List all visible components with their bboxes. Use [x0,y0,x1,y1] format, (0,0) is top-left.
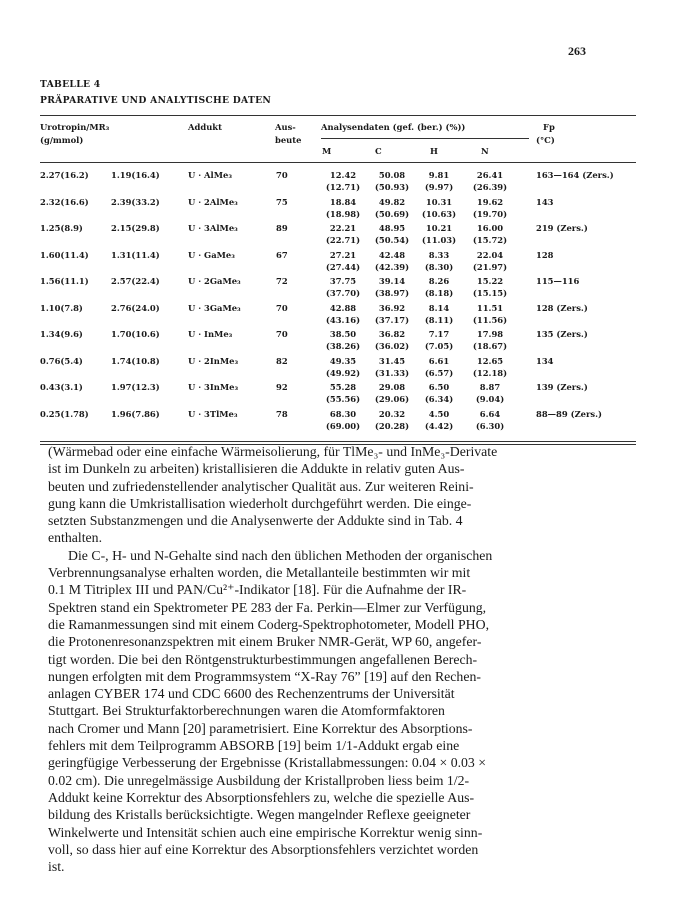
table-title: PRÄPARATIVE UND ANALYTISCHE DATEN [40,95,272,106]
body-line: setzten Substanzmengen und die Analysenwerte der Addukte sind in Tab. 4 [48,513,463,529]
cell-yield: 72 [276,276,288,286]
cell-m: 22.21 [329,223,357,233]
body-line: 0.1 M Titriplex III und PAN/Cu²⁺-Indikator [18]. Für die Aufnahme der IR- [48,582,467,598]
cell-h-calc: (6.57) [424,367,454,378]
cell-c-calc: (50.54) [374,235,410,245]
cell-m: 27.21 [329,249,357,260]
cell-h-calc: (8.30) [424,261,454,272]
cell-c-calc: (42.39) [374,261,410,272]
cell-n-calc: (11.56) [472,314,508,325]
body-text [48,443,604,875]
cell-urotropin: 0.76(5.4) [40,355,83,366]
cell-n: 26.41 [476,170,504,180]
cell-m: 38.50 [329,329,357,339]
cell-n: 12.65 [476,355,504,366]
cell-yield: 67 [276,249,288,260]
cell-n-calc: (26.39) [472,182,508,192]
cell-h: 9.81 [428,170,450,180]
cell-fp: 134 [536,355,554,366]
cell-adduct: U · 3AlMe₃ [188,223,238,233]
cell-urotropin: 1.25(8.9) [40,223,83,233]
cell-c: 50.08 [378,170,406,180]
table-bottom-rule [40,441,636,442]
cell-mr3: 1.97(12.3) [111,382,160,392]
cell-c: 31.45 [378,355,406,366]
cell-n: 16.00 [476,223,504,233]
body-line: Stuttgart. Bei Strukturfaktorberechnungen waren die Atomformfaktoren [48,703,445,719]
cell-h: 10.21 [425,223,453,233]
cell-c-calc: (38.97) [374,288,410,298]
cell-m-calc: (49.92) [325,367,361,378]
cell-m-calc: (38.26) [325,341,361,351]
cell-c-calc: (31.33) [374,367,410,378]
cell-h-calc: (6.34) [424,394,454,404]
cell-adduct: U · 2InMe₃ [188,355,239,366]
body-line: geringfügige Verbesserung der Ergebnisse (Kristallabmessungen: 0.04 × 0.03 × [48,755,487,771]
cell-urotropin: 2.32(16.6) [40,196,89,207]
cell-m-calc: (12.71) [325,182,361,192]
cell-yield: 92 [276,382,288,392]
cell-yield: 78 [276,408,288,419]
body-line: Winkelwerte und Intensität schien auch eine empirische Korrektur wenig sinn- [48,824,483,840]
cell-yield: 70 [276,170,288,180]
header-bottom-rule [40,162,636,163]
cell-urotropin: 1.56(11.1) [40,276,89,286]
cell-adduct: U · InMe₃ [188,329,233,339]
header-fp-unit: (°C) [536,135,555,145]
cell-n: 19.62 [476,196,504,207]
cell-c-calc: (36.02) [374,341,410,351]
cell-mr3: 1.31(11.4) [111,249,160,260]
cell-h-calc: (4.42) [424,420,454,431]
cell-n-calc: (6.30) [475,420,505,431]
cell-n-calc: (15.15) [472,288,508,298]
cell-h: 10.31 [425,196,453,207]
header-yield: Aus- [275,122,296,132]
cell-c: 48.95 [378,223,406,233]
cell-n: 22.04 [476,249,504,260]
header-c: C [375,146,382,156]
header-urotropin: Urotropin/MR₃ [40,122,110,132]
body-line: anlagen CYBER 174 und CDC 6600 des Rechenzentrums der Universität [48,686,455,702]
body-line: gung kann die Umkristallisation wiederholt durchgeführt werden. Die einge- [48,495,472,511]
cell-adduct: U · GaMe₃ [188,249,235,260]
header-fp: Fp [543,122,555,132]
cell-n: 8.87 [479,382,501,392]
cell-urotropin: 0.25(1.78) [40,408,89,419]
cell-c: 29.08 [378,382,406,392]
body-line: ist. [48,859,65,875]
cell-m: 12.42 [329,170,357,180]
cell-yield: 70 [276,329,288,339]
cell-m-calc: (55.56) [325,394,361,404]
cell-m: 18.84 [329,196,357,207]
cell-mr3: 2.39(33.2) [111,196,160,207]
cell-yield: 89 [276,223,288,233]
cell-mr3: 2.76(24.0) [111,302,160,313]
cell-n: 6.64 [479,408,501,419]
body-line: tigt worden. Die bei den Röntgenstrukturbestimmungen angefallenen Berech- [48,651,478,667]
cell-c-calc: (20.28) [374,420,410,431]
cell-adduct: U · AlMe₃ [188,170,232,180]
body-line: Die C-, H- und N-Gehalte sind nach den üblichen Methoden der organischen [68,547,493,563]
cell-m-calc: (18.98) [325,208,361,219]
header-urotropin-unit: (g/mmol) [40,135,84,145]
body-line: fehlers mit dem Teilprogramm ABSORB [19] beim 1/1-Addukt ergab eine [48,738,460,754]
cell-adduct: U · 2AlMe₃ [188,196,238,207]
table-caption [40,79,271,111]
cell-c-calc: (50.69) [374,208,410,219]
body-line: Addukt keine Korrektur des Absorptionsfehlers zu, welche die spezielle Aus- [48,789,475,805]
cell-fp: 163—164 (Zers.) [536,170,614,180]
cell-fp: 143 [536,196,554,207]
cell-c-calc: (50.93) [374,182,410,192]
header-m: M [322,146,332,156]
cell-n-calc: (21.97) [472,261,508,272]
body-line: (Wärmebad oder eine einfache Wärmeisolierung, für TlMe₃- und InMe₃-Derivate [48,444,498,459]
cell-mr3: 1.70(10.6) [111,329,160,339]
cell-h: 4.50 [428,408,450,419]
cell-fp: 219 (Zers.) [536,223,588,233]
cell-m: 68.30 [329,408,357,419]
table-label: TABELLE 4 [40,79,101,90]
cell-h-calc: (10.63) [421,208,457,219]
cell-m: 42.88 [329,302,357,313]
page-number: 263 [568,44,586,58]
cell-urotropin: 2.27(16.2) [40,170,89,180]
cell-m-calc: (22.71) [325,235,361,245]
cell-n: 17.98 [476,329,504,339]
cell-m-calc: (27.44) [325,261,361,272]
analysis-rule [321,138,529,139]
cell-h-calc: (9.97) [424,182,454,192]
cell-h: 7.17 [428,329,450,339]
cell-urotropin: 1.60(11.4) [40,249,89,260]
cell-fp: 128 [536,249,554,260]
cell-c: 20.32 [378,408,406,419]
cell-c-calc: (29.06) [374,394,410,404]
cell-h-calc: (11.03) [421,235,457,245]
body-line: bildung des Kristalls berücksichtigte. Wegen mangelnder Reflexe geeigneter [48,807,471,823]
cell-h: 6.61 [428,355,450,366]
cell-urotropin: 1.34(9.6) [40,329,83,339]
cell-c: 42.48 [378,249,406,260]
cell-n-calc: (15.72) [472,235,508,245]
cell-urotropin: 1.10(7.8) [40,302,83,313]
table-top-rule [40,115,636,116]
cell-fp: 139 (Zers.) [536,382,588,392]
header-yield-2: beute [275,135,302,145]
cell-h: 6.50 [428,382,450,392]
cell-c: 36.82 [378,329,406,339]
cell-n-calc: (18.67) [472,341,508,351]
body-line: die Protonenresonanzspektren mit einem Bruker NMR-Gerät, WP 60, angefer- [48,634,482,650]
cell-fp: 128 (Zers.) [536,302,588,313]
cell-h: 8.14 [428,302,450,313]
body-line: 0.02 cm). Die unregelmässige Ausbildung der Kristallproben liess beim 1/2- [48,772,470,788]
cell-mr3: 2.15(29.8) [111,223,160,233]
cell-adduct: U · 3TlMe₃ [188,408,238,419]
cell-m: 55.28 [329,382,357,392]
header-adduct: Addukt [188,122,222,132]
body-line: Verbrennungsanalyse erhalten worden, die Metallanteile bestimmten wir mit [48,565,471,581]
cell-n-calc: (19.70) [472,208,508,219]
cell-h-calc: (7.05) [424,341,454,351]
cell-yield: 82 [276,355,288,366]
cell-adduct: U · 3GaMe₃ [188,302,241,313]
cell-urotropin: 0.43(3.1) [40,382,83,392]
header-analysis: Analysendaten (gef. (ber.) (%)) [321,122,466,132]
cell-yield: 75 [276,196,288,207]
cell-mr3: 2.57(22.4) [111,276,160,286]
body-line: nach Cromer und Mann [20] parametrisiert. Eine Korrektur des Absorptions- [48,720,473,736]
cell-m: 37.75 [329,276,357,286]
cell-adduct: U · 3InMe₃ [188,382,239,392]
cell-mr3: 1.96(7.86) [111,408,160,419]
body-line: enthalten. [48,530,103,546]
body-line: voll, so dass hier auf eine Korrektur des Absorptionsfehlers verzichtet worden [48,841,479,857]
cell-n: 11.51 [476,302,504,313]
cell-m: 49.35 [329,355,357,366]
cell-c: 39.14 [378,276,406,286]
cell-adduct: U · 2GaMe₃ [188,276,241,286]
body-line: Spektren stand ein Spektrometer PE 283 der Fa. Perkin—Elmer zur Verfügung, [48,599,487,615]
cell-mr3: 1.74(10.8) [111,355,160,366]
cell-h: 8.26 [428,276,450,286]
header-h: H [430,146,438,156]
cell-c-calc: (37.17) [374,314,410,325]
cell-h: 8.33 [428,249,450,260]
body-line: nungen erfolgten mit dem Programmsystem “X-Ray 76” [19] auf den Rechen- [48,668,481,684]
cell-m-calc: (69.00) [325,420,361,431]
cell-mr3: 1.19(16.4) [111,170,160,180]
cell-c: 36.92 [378,302,406,313]
cell-c: 49.82 [378,196,406,207]
cell-n-calc: (9.04) [475,394,505,404]
cell-n-calc: (12.18) [472,367,508,378]
cell-h-calc: (8.18) [424,288,454,298]
cell-yield: 70 [276,302,288,313]
body-line: die Ramanmessungen sind mit einem Coderg-Spektrophotometer, Modell PHO, [48,616,490,632]
cell-m-calc: (43.16) [325,314,361,325]
body-line: beuten und zufriedenstellender analytischer Qualität aus. Zur weiteren Reini- [48,478,474,494]
cell-fp: 88—89 (Zers.) [536,408,603,419]
header-n: N [481,146,489,156]
cell-fp: 115—116 [536,276,580,286]
cell-fp: 135 (Zers.) [536,329,588,339]
body-line: ist im Dunkeln zu arbeiten) kristallisieren die Addukte in relativ guten Aus- [48,461,465,477]
cell-h-calc: (8.11) [424,314,454,325]
cell-n: 15.22 [476,276,504,286]
cell-m-calc: (37.70) [325,288,361,298]
